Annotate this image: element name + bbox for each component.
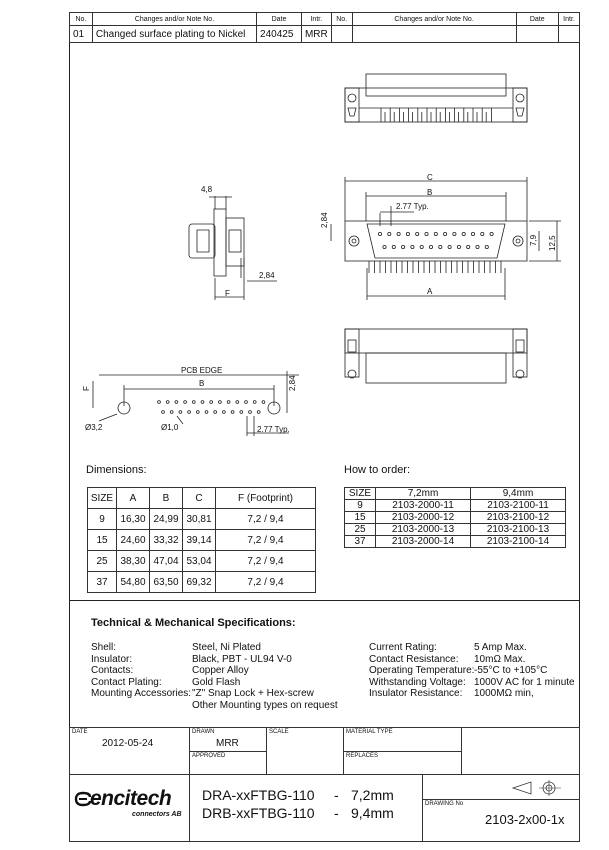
- table-row: 9 2103-2000-11 2103-2100-11: [345, 500, 566, 512]
- pcb-b: B: [199, 379, 205, 388]
- tb-material: MATERIAL TYPE: [343, 727, 462, 752]
- revision-table: [69, 12, 580, 43]
- dim-side-pin: 2,84: [259, 271, 275, 280]
- top-view: [345, 74, 527, 122]
- tb-drawn: DRAWN MRR: [189, 727, 267, 752]
- dim-front-h3: 12,5: [548, 235, 557, 251]
- order-title: How to order:: [344, 464, 411, 476]
- order-header: 7,2mm: [376, 488, 471, 500]
- dim-header: F (Footprint): [216, 488, 316, 509]
- rev-header: Intr.: [559, 13, 580, 26]
- dim-front-h1: 2,84: [320, 212, 329, 228]
- dimensions-table: [87, 487, 316, 593]
- tb-replaces: REPLACES: [343, 751, 462, 775]
- order-table: [344, 487, 566, 548]
- bottom-view: [345, 329, 527, 383]
- specs-left-labels: Shell: Insulator: Contacts: Contact Plating: Mounting Accessories:: [91, 642, 192, 699]
- rev-header: No.: [331, 13, 352, 26]
- order-header: SIZE: [345, 488, 376, 500]
- table-row: 25 2103-2000-13 2103-2100-13: [345, 524, 566, 536]
- order-header: 9,4mm: [471, 488, 566, 500]
- rev-header: No.: [70, 13, 93, 26]
- dim-header: C: [183, 488, 216, 509]
- rev-header: Changes and/or Note No.: [92, 13, 256, 26]
- tb-scale: SCALE: [266, 727, 344, 775]
- drawing-number: 2103-2x00-1x: [485, 812, 565, 827]
- tb-date: DATE 2012-05-24: [69, 727, 190, 775]
- tb-logo: encitech connectors AB: [69, 774, 190, 842]
- rev-intr: MRR: [301, 26, 331, 43]
- specs-left-values: Steel, Ni Plated Black, PBT - UL94 V-0 Copper Alloy Gold Flash "Z" Snap Lock + Hex-screw Other Mounting types on request: [192, 642, 338, 711]
- pcb-284: 2,84: [288, 375, 297, 391]
- table-row: 15 2103-2000-12 2103-2100-12: [345, 512, 566, 524]
- technical-drawing: [69, 46, 580, 446]
- rev-header: Changes and/or Note No.: [352, 13, 516, 26]
- dim-header: B: [150, 488, 183, 509]
- specs-right-labels: Current Rating: Contact Resistance: Operating Temperature: Withstanding Voltage: Insulator Resistance:: [369, 642, 475, 699]
- dim-header: SIZE: [88, 488, 117, 509]
- rev-header: Date: [257, 13, 302, 26]
- dim-header: A: [117, 488, 150, 509]
- specs-title: Technical & Mechanical Specifications:: [91, 617, 296, 629]
- tb-projection: [422, 774, 580, 800]
- tb-drawing-no: DRAWING No 2103-2x00-1x: [422, 799, 580, 842]
- pcb-edge-label: PCB EDGE: [181, 366, 223, 375]
- projection-symbol-icon: [511, 779, 563, 797]
- side-view: [189, 196, 277, 300]
- front-view: [331, 177, 561, 300]
- table-row: 15 24,60 33,32 39,14 7,2 / 9,4: [88, 530, 316, 551]
- pcb-pin: Ø1,0: [161, 423, 179, 432]
- dim-front-pitch: 2.77 Typ.: [396, 202, 429, 211]
- table-row: 9 16,30 24,99 30,81 7,2 / 9,4: [88, 509, 316, 530]
- dim-front-h2: 7,9: [529, 234, 538, 246]
- table-row: 37 54,80 63,50 69,32 7,2 / 9,4: [88, 572, 316, 593]
- dim-side-f: F: [225, 289, 230, 298]
- dim-side-w: 4,8: [201, 185, 213, 194]
- revision-row: [70, 26, 580, 43]
- pcb-f: F: [82, 386, 91, 391]
- dimensions-title: Dimensions:: [86, 464, 147, 476]
- tb-part-numbers: DRA-xxFTBG-110 - 7,2mm DRB-xxFTBG-110 - 9,4mm: [189, 774, 423, 842]
- rev-date: 240425: [257, 26, 302, 43]
- rev-no: 01: [70, 26, 93, 43]
- dim-front-c: C: [427, 173, 433, 182]
- pcb-hole: Ø3,2: [85, 423, 103, 432]
- table-row: 37 2103-2000-14 2103-2100-14: [345, 536, 566, 548]
- tb-blank: [461, 727, 580, 775]
- rev-header: Date: [516, 13, 558, 26]
- table-row: 25 38,30 47,04 53,04 7,2 / 9,4: [88, 551, 316, 572]
- rev-change: Changed surface plating to Nickel: [92, 26, 256, 43]
- rev-header: Intr.: [301, 13, 331, 26]
- section-divider: [69, 600, 580, 601]
- specs-right-values: 5 Amp Max. 10mΩ Max. -55°C to +105°C 1000V AC for 1 minute 1000MΩ min,: [474, 642, 575, 699]
- dim-front-a: A: [427, 287, 433, 296]
- tb-approved: APPROVED: [189, 751, 267, 775]
- dim-front-b: B: [427, 188, 433, 197]
- pcb-pitch: 2.77 Typ.: [257, 425, 290, 434]
